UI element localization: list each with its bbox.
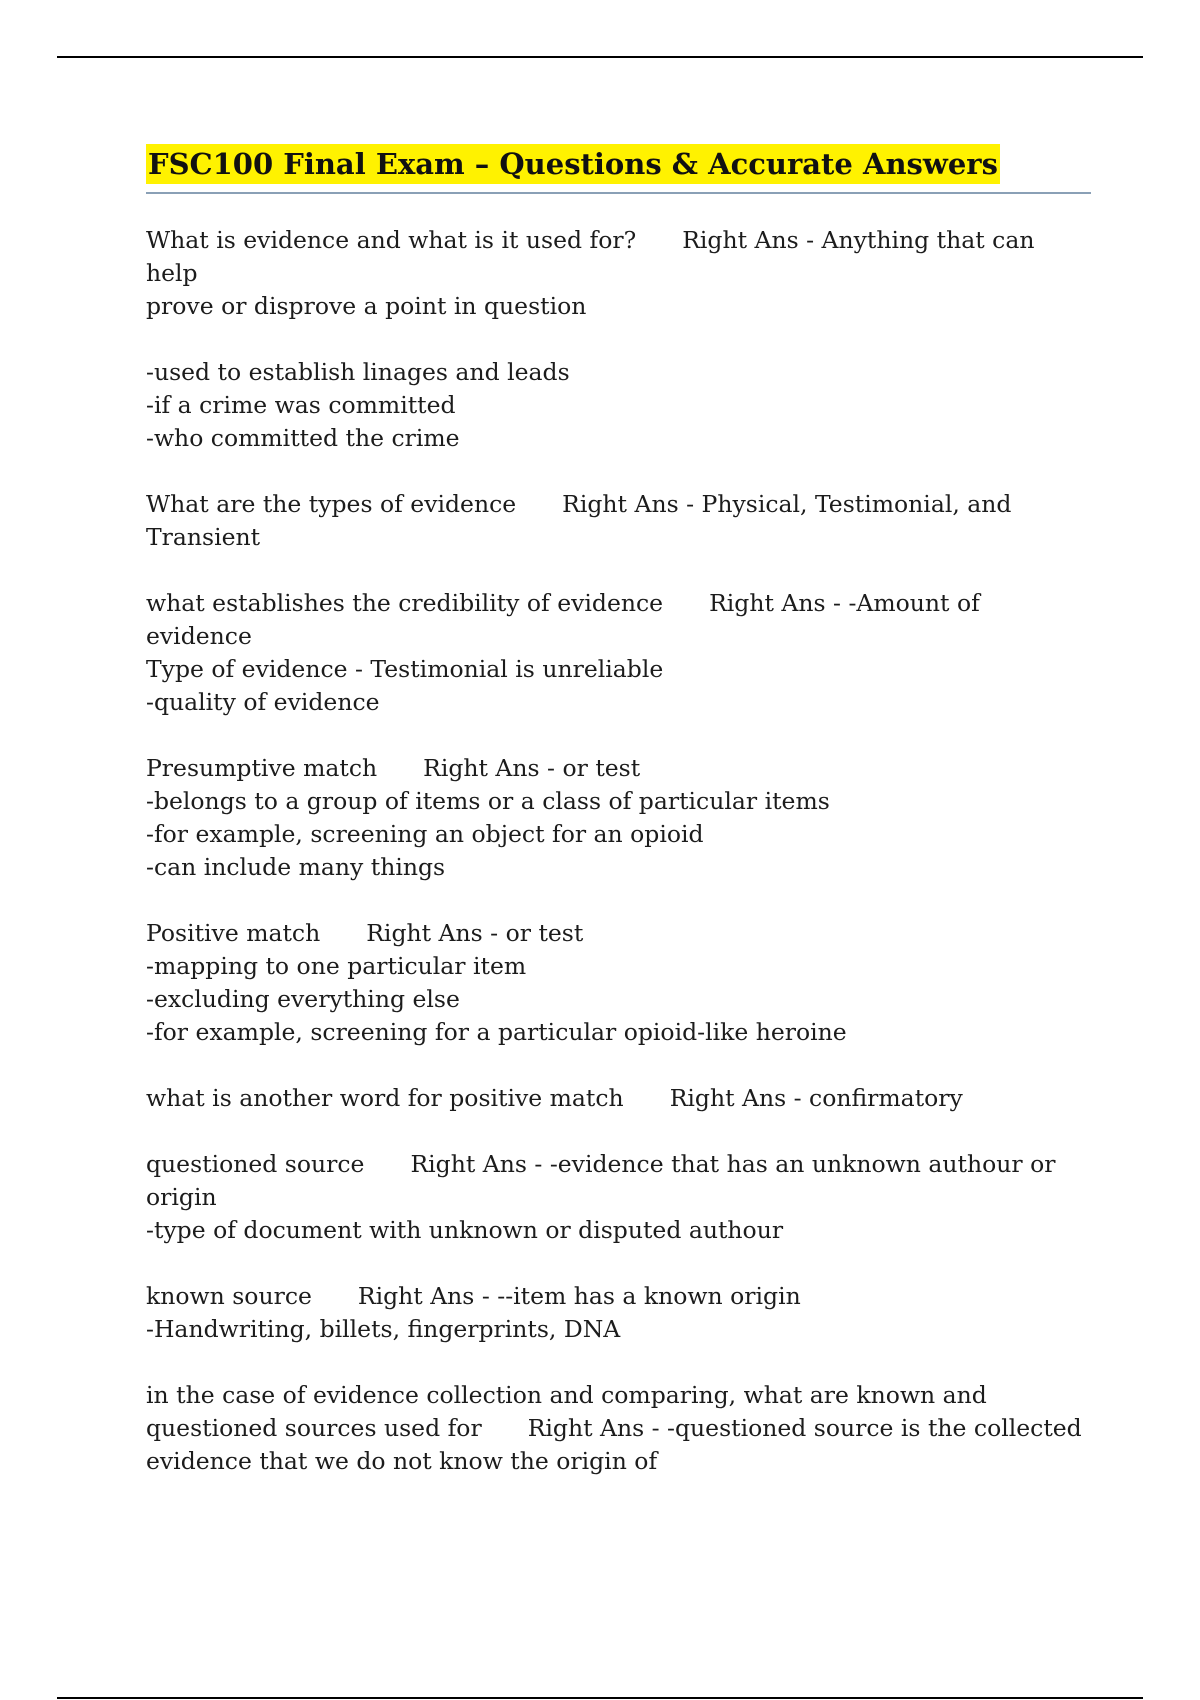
body-text: prove or disprove a point in question — [146, 292, 587, 320]
body-text: -who committed the crime — [146, 424, 460, 452]
answer-text: or test — [505, 919, 584, 947]
answer-text: -Amount of — [848, 589, 980, 617]
answer-text: or test — [562, 754, 641, 782]
question-text: known source — [146, 1282, 312, 1310]
qa-line — [146, 653, 1091, 686]
qa-line — [146, 224, 1091, 290]
qa-item — [146, 224, 1091, 455]
qa-item — [146, 1280, 1091, 1346]
body-text: -for example, screening for a particular opioid-like heroine — [146, 1018, 847, 1046]
qa-line — [146, 752, 1091, 785]
title-block — [146, 144, 1091, 194]
body-text: origin — [146, 1183, 217, 1211]
qa-line — [146, 686, 1091, 719]
qa-line — [146, 1214, 1091, 1247]
answer-text: -questioned source is the collected — [667, 1414, 1082, 1442]
qa-line — [146, 950, 1091, 983]
qa-line — [146, 422, 1091, 455]
question-text: questioned sources used for — [146, 1414, 482, 1442]
qa-line — [146, 1412, 1091, 1445]
qa-line — [146, 389, 1091, 422]
body-text: -quality of evidence — [146, 688, 380, 716]
question-text: What is evidence and what is it used for? — [146, 226, 637, 254]
qa-item — [146, 587, 1091, 719]
question-text: What are the types of evidence — [146, 490, 517, 518]
answer-text: --item has a known origin — [497, 1282, 801, 1310]
body-text: evidence that we do not know the origin of — [146, 1447, 658, 1475]
qa-line — [146, 1016, 1091, 1049]
body-text: -excluding everything else — [146, 985, 460, 1013]
qa-line — [146, 1313, 1091, 1346]
body-text — [146, 325, 153, 353]
question-text: questioned source — [146, 1150, 365, 1178]
qa-line — [146, 851, 1091, 884]
question-text: Presumptive match — [146, 754, 378, 782]
qa-line — [146, 488, 1091, 521]
question-text: what is another word for positive match — [146, 1084, 624, 1112]
qa-line — [146, 1280, 1091, 1313]
body-text: in the case of evidence collection and comparing, what are known and — [146, 1381, 987, 1409]
question-text: what establishes the credibility of evidence — [146, 589, 664, 617]
answer-prefix: Right Ans - — [527, 1414, 668, 1442]
qa-line — [146, 917, 1091, 950]
body-text: -belongs to a group of items or a class of particular items — [146, 787, 830, 815]
qa-line — [146, 818, 1091, 851]
answer-prefix: Right Ans - — [669, 1084, 810, 1112]
qa-item — [146, 488, 1091, 554]
qa-line — [146, 521, 1091, 554]
document-title: FSC100 Final Exam – Questions & Accurate Answers — [146, 144, 1000, 184]
body-text: evidence — [146, 622, 252, 650]
body-text: -mapping to one particular item — [146, 952, 527, 980]
qa-item — [146, 917, 1091, 1049]
answer-prefix: Right Ans - — [410, 1150, 550, 1178]
answer-text: confirmatory — [809, 1084, 963, 1112]
answer-prefix: Right Ans - — [357, 1282, 498, 1310]
document-body — [146, 144, 1091, 1511]
qa-line — [146, 1082, 1091, 1115]
answer-text: Anything that can help — [146, 226, 1042, 287]
qa-line — [146, 1445, 1091, 1478]
answer-prefix: Right Ans - — [682, 226, 822, 254]
answer-prefix: Right Ans - — [366, 919, 506, 947]
qa-line — [146, 1181, 1091, 1214]
body-text: Type of evidence - Testimonial is unreliable — [146, 655, 664, 683]
body-text: Transient — [146, 523, 261, 551]
answer-prefix: Right Ans - — [709, 589, 849, 617]
bottom-rule — [57, 1697, 1143, 1699]
qa-line — [146, 323, 1091, 356]
qa-line — [146, 785, 1091, 818]
qa-line — [146, 620, 1091, 653]
qa-list — [146, 224, 1091, 1478]
qa-item — [146, 1379, 1091, 1478]
answer-prefix: Right Ans - — [423, 754, 563, 782]
qa-line — [146, 983, 1091, 1016]
question-text: Positive match — [146, 919, 321, 947]
body-text: -can include many things — [146, 853, 446, 881]
qa-item — [146, 1082, 1091, 1115]
qa-line — [146, 1148, 1091, 1181]
qa-line — [146, 290, 1091, 323]
qa-item — [146, 1148, 1091, 1247]
qa-line — [146, 587, 1091, 620]
body-text: -if a crime was committed — [146, 391, 456, 419]
body-text: -for example, screening an object for an opioid — [146, 820, 704, 848]
body-text: -Handwriting, billets, fingerprints, DNA — [146, 1315, 621, 1343]
qa-item — [146, 752, 1091, 884]
qa-line — [146, 356, 1091, 389]
top-rule — [57, 56, 1143, 58]
body-text: -used to establish linages and leads — [146, 358, 570, 386]
body-text: -type of document with unknown or disputed authour — [146, 1216, 784, 1244]
answer-text: -evidence that has an unknown authour or — [549, 1150, 1056, 1178]
answer-text: Physical, Testimonial, and — [701, 490, 1012, 518]
answer-prefix: Right Ans - — [562, 490, 702, 518]
qa-line — [146, 1379, 1091, 1412]
